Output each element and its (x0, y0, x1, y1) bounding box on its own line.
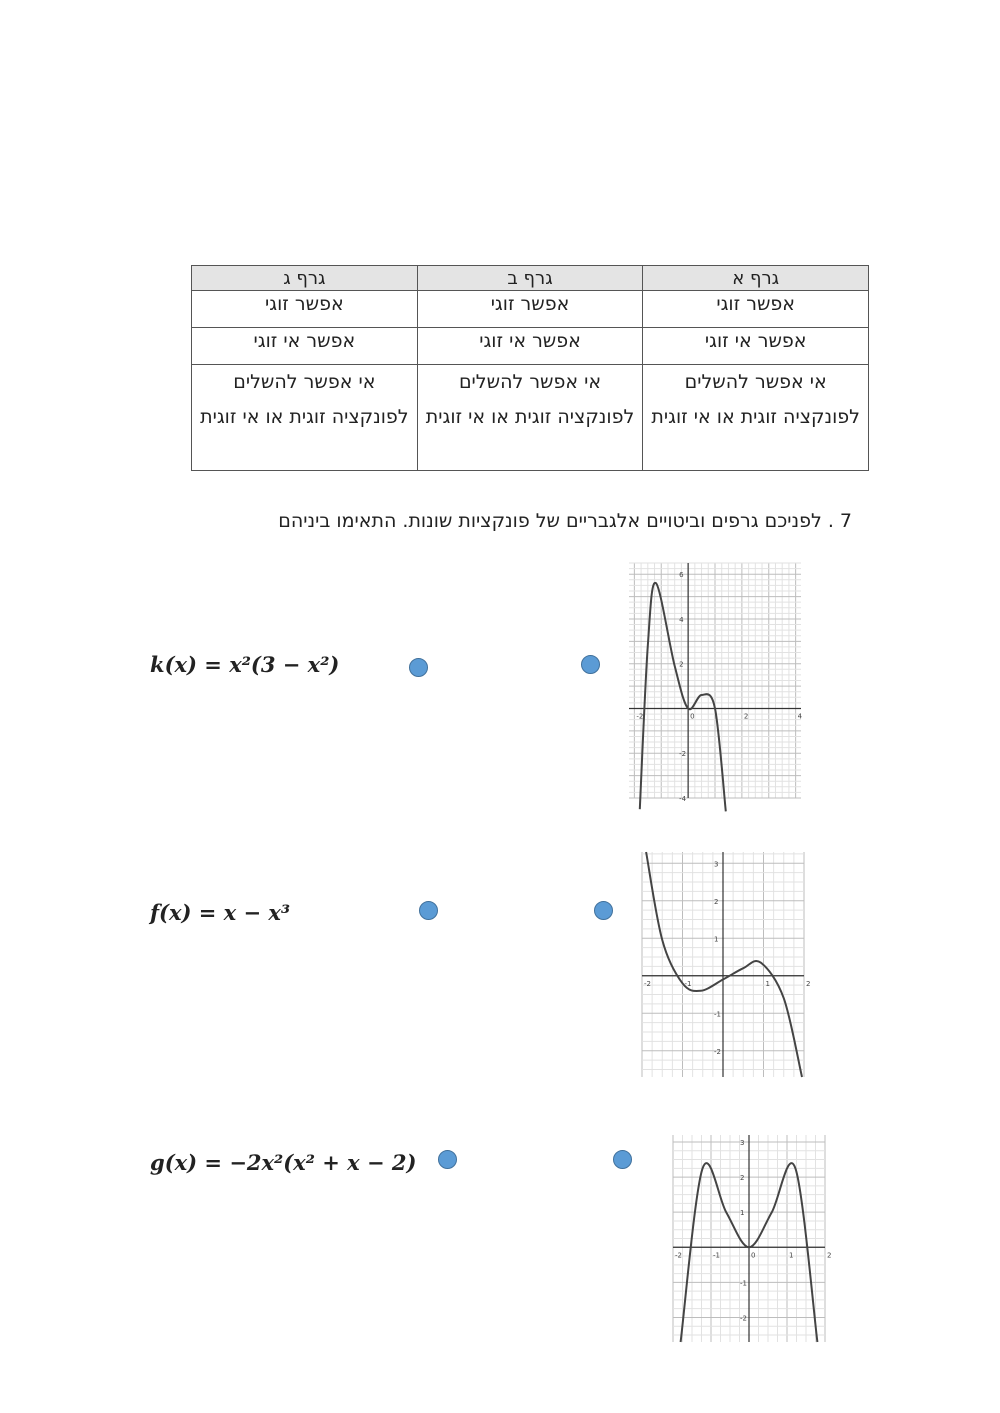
option-odd-c[interactable]: אפשר אי זוגי (192, 328, 418, 365)
match-dot-formula-k[interactable] (409, 658, 428, 677)
y-tick-label: 1 (740, 1209, 745, 1218)
graph-2 (642, 852, 811, 1077)
y-tick-label: -2 (679, 750, 687, 759)
x-tick-label: 4 (797, 712, 803, 721)
y-tick-label: 3 (714, 860, 719, 869)
header-graph-a: גרף א (643, 266, 869, 291)
option-even-c[interactable]: אפשר זוגי (192, 291, 418, 328)
x-tick-label: 2 (827, 1251, 832, 1260)
question-number: 7 (839, 510, 852, 532)
match-dot-formula-g[interactable] (438, 1150, 457, 1169)
x-tick-label: 0 (751, 1251, 756, 1260)
header-graph-c: גרף ג (192, 266, 418, 291)
y-tick-label: 4 (679, 615, 684, 624)
match-dot-graph-2[interactable] (594, 901, 613, 920)
match-dot-graph-1[interactable] (581, 655, 600, 674)
formula-f: f(x) = x − x³ (150, 900, 291, 925)
x-tick-label: 0 (690, 712, 695, 721)
y-tick-label: -1 (740, 1279, 747, 1288)
x-tick-label: -2 (636, 712, 644, 721)
y-tick-label: 6 (679, 571, 684, 580)
option-neither-b[interactable]: אי אפשר להשלים לפונקציה זוגית או אי זוגית (417, 365, 643, 471)
x-tick-label: -1 (684, 979, 692, 988)
y-tick-label: 3 (740, 1139, 745, 1148)
y-tick-label: -2 (740, 1314, 747, 1323)
function-curve (646, 852, 802, 1077)
table-header-row (192, 266, 869, 291)
option-odd-b[interactable]: אפשר אי זוגי (417, 328, 643, 365)
x-tick-label: -2 (675, 1251, 682, 1260)
x-tick-label: -2 (644, 979, 651, 988)
question-body: . לפניכם גרפים וביטויים אלגבריים של פונקציות שונות. התאימו ביניהם (278, 510, 834, 532)
graph-3 (673, 1135, 832, 1342)
y-tick-label: 2 (679, 660, 684, 669)
table-row (192, 291, 869, 328)
y-tick-label: -4 (679, 795, 687, 803)
formula-k: k(x) = x²(3 − x²) (150, 652, 340, 677)
option-neither-a[interactable]: אי אפשר להשלים לפונקציה זוגית או אי זוגית (643, 365, 869, 471)
match-dot-graph-3[interactable] (613, 1150, 632, 1169)
x-tick-label: 1 (789, 1251, 794, 1260)
y-tick-label: 2 (740, 1174, 745, 1183)
formula-g: g(x) = −2x²(x² + x − 2) (150, 1150, 417, 1175)
table-row (192, 365, 869, 471)
y-tick-label: -2 (714, 1047, 721, 1056)
parity-table (191, 265, 869, 471)
x-tick-label: -1 (713, 1251, 720, 1260)
x-tick-label: 2 (806, 979, 811, 988)
y-tick-label: 2 (714, 897, 719, 906)
match-dot-formula-f[interactable] (419, 901, 438, 920)
option-even-a[interactable]: אפשר זוגי (643, 291, 869, 328)
x-tick-label: 1 (765, 979, 770, 988)
option-odd-a[interactable]: אפשר אי זוגי (643, 328, 869, 365)
graph-1 (629, 563, 803, 803)
option-neither-c[interactable]: אי אפשר להשלים לפונקציה זוגית או אי זוגית (192, 365, 418, 471)
question-text (200, 510, 852, 532)
y-tick-label: -1 (714, 1010, 721, 1019)
x-tick-label: 2 (743, 712, 749, 721)
table-row (192, 328, 869, 365)
option-even-b[interactable]: אפשר זוגי (417, 291, 643, 328)
header-graph-b: גרף ב (417, 266, 643, 291)
y-tick-label: 1 (714, 935, 719, 944)
